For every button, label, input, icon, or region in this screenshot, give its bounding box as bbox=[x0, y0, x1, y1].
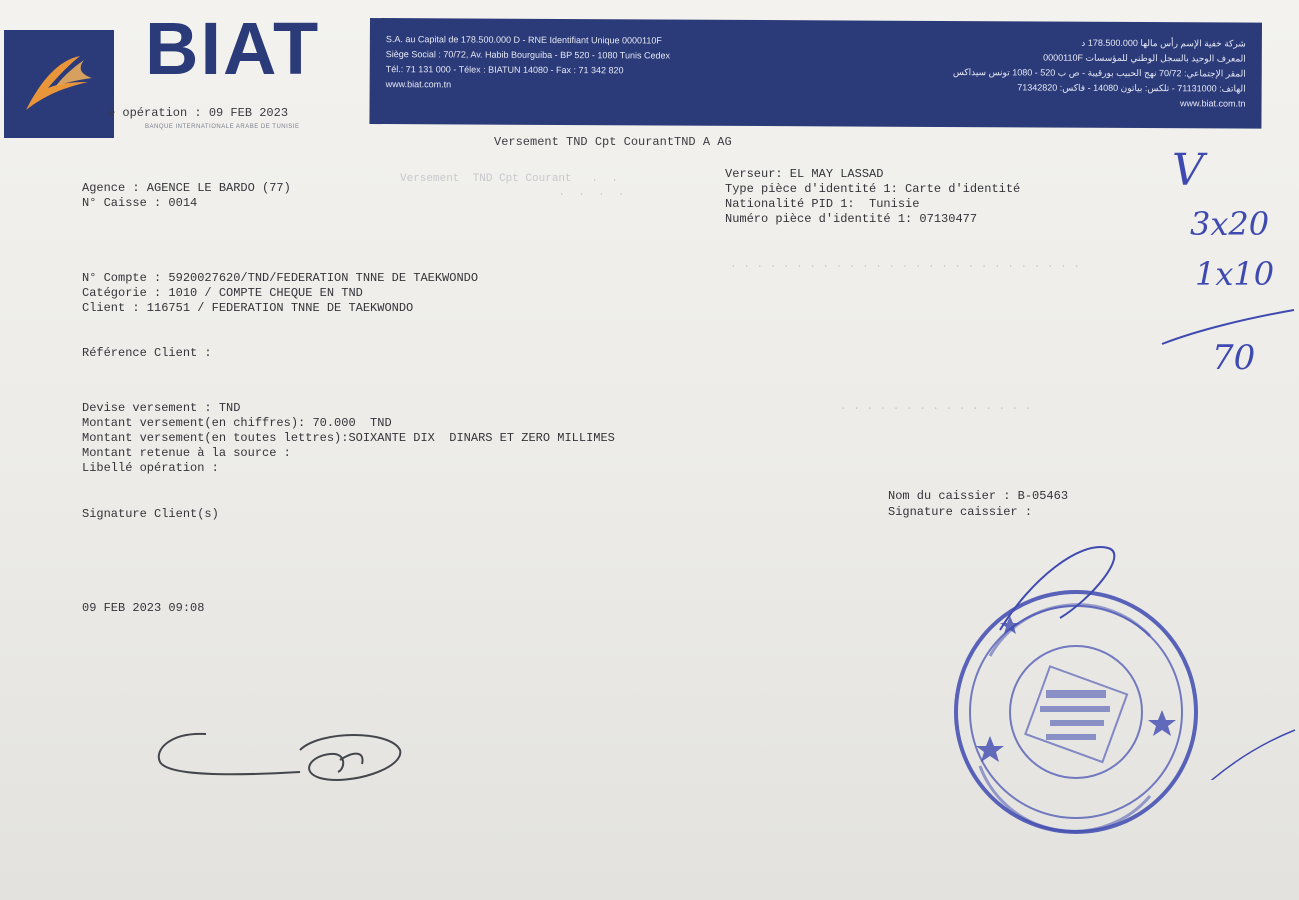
signature-client-label: Signature Client(s) bbox=[82, 507, 219, 521]
document-title: Versement TND Cpt CourantTND A AG bbox=[494, 135, 732, 149]
nationalite-line: Nationalité PID 1: Tunisie bbox=[725, 197, 920, 211]
agence-line: Agence : AGENCE LE BARDO (77) bbox=[82, 181, 291, 195]
bleed-through-text: . . . . . . . . . . . . . . . bbox=[840, 401, 1032, 413]
signature-caissier-label: Signature caissier : bbox=[888, 505, 1033, 519]
caissier-nom-line: Nom du caissier : B-05463 bbox=[888, 489, 1069, 503]
devise-line: Devise versement : TND bbox=[82, 401, 241, 415]
retenue-line: Montant retenue à la source : bbox=[82, 446, 291, 460]
bank-info-banner bbox=[369, 18, 1262, 129]
reference-client-line: Référence Client : bbox=[82, 346, 212, 360]
operation-date: e opération : 09 FEB 2023 bbox=[108, 106, 289, 120]
montant-lettres-line: Montant versement(en toutes lettres):SOIXANTE DIX DINARS ET ZERO MILLIMES bbox=[82, 431, 615, 445]
handwritten-check-mark-icon: V bbox=[1172, 145, 1204, 196]
official-stamp-icon bbox=[950, 586, 1206, 848]
libelle-line: Libellé opération : bbox=[82, 461, 219, 475]
print-timestamp: 09 FEB 2023 09:08 bbox=[82, 601, 205, 615]
bleed-through-text: . . . . . . . . . . . . . . . . . . . . . . . . . . . bbox=[730, 259, 1080, 271]
bleed-through-text: Versement TND Cpt Courant . . . . . . bbox=[400, 173, 625, 199]
numero-piece-line: Numéro pièce d'identité 1: 07130477 bbox=[725, 212, 978, 226]
compte-line: N° Compte : 5920027620/TND/FEDERATION TNNE DE TAEKWONDO bbox=[82, 271, 479, 285]
client-line: Client : 116751 / FEDERATION TNNE DE TAEKWONDO bbox=[82, 301, 414, 315]
caisse-line: N° Caisse : 0014 bbox=[82, 196, 198, 210]
banner-arabic-text: شركة خفية الإسم رأس مالها 178.500.000 د المعرف الوحيد بالسجل الوطني للمؤسسات 0000110F المقر الإجتماعي: 70/72 نهج الحبيب بورقيبة - ص ب 520 - 1080 تونس سيداكس الهاتف: 71131000 - تلكس: بياتون 14080 - فاكس: 71342820 www.biat.com.tn bbox=[952, 37, 1246, 109]
type-piece-line: Type pièce d'identité 1: Carte d'identité bbox=[725, 182, 1021, 196]
handwritten-note: 3x20 bbox=[1190, 205, 1270, 243]
categorie-line: Catégorie : 1010 / COMPTE CHEQUE EN TND bbox=[82, 286, 363, 300]
handwritten-total: 70 bbox=[1212, 338, 1256, 378]
handwritten-note: 1x10 bbox=[1195, 255, 1275, 293]
verseur-line: Verseur: EL MAY LASSAD bbox=[725, 167, 884, 181]
brand-subtitle: BANQUE INTERNATIONALE ARABE DE TUNISIE bbox=[145, 124, 300, 130]
montant-chiffres-line: Montant versement(en chiffres): 70.000 TND bbox=[82, 416, 392, 430]
banner-french-text: S.A. au Capital de 178.500.000 D - RNE Identifiant Unique 0000110F Siège Social : 70/72, Av. Habib Bourguiba - BP 520 - 1080 Tunis Cedex Tél.: 71 131 000 - Télex : BIATUN 14080 - Fax : 71 342 820 www.biat.com.tn bbox=[385, 34, 671, 90]
biat-logo-icon bbox=[4, 30, 114, 138]
brand-name: BIAT bbox=[145, 7, 321, 90]
client-signature-icon bbox=[150, 720, 410, 800]
